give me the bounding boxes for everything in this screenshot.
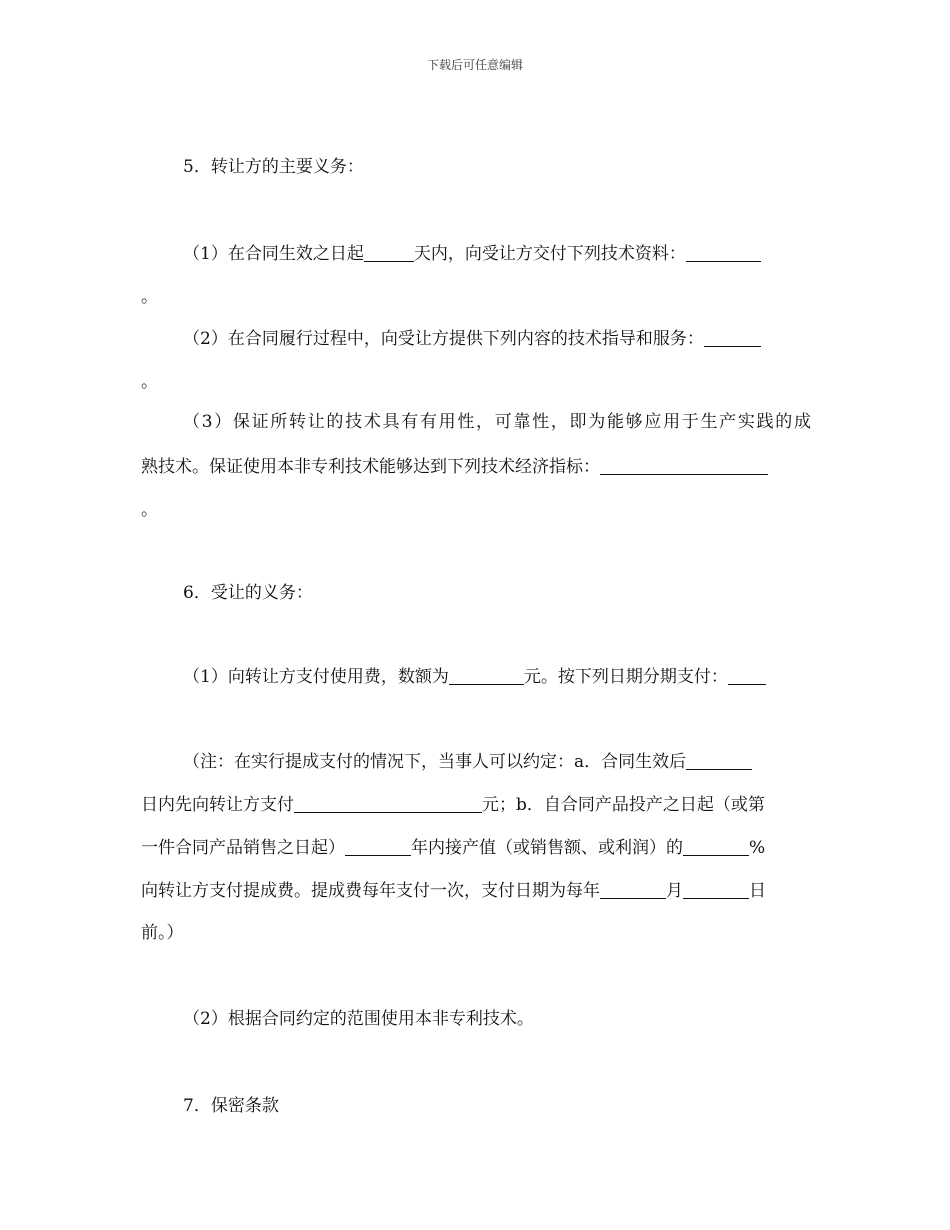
note-years-blank[interactable] [345, 837, 411, 856]
note-line-3 [141, 835, 811, 861]
section-6-title: 6．受让的义务： [183, 583, 313, 603]
indicators-blank[interactable] [600, 456, 768, 475]
item-2-text: （2）在合同履行过程中，向受让方提供下列内容的技术指导和服务： [183, 329, 704, 349]
note-l2b: 元；b．自合同产品投产之日起（或第 [482, 795, 765, 815]
note-l3b: 年内接产值（或销售额、或利润）的 [411, 838, 683, 858]
note-l3a: 一件合同产品销售之日起） [141, 838, 345, 858]
note-l4a: 向转让方支付提成费。提成费每年支付一次，支付日期为每年 [141, 881, 600, 901]
days-blank[interactable] [364, 243, 414, 262]
item-1-end: 。 [141, 287, 158, 307]
note-day-blank[interactable] [683, 880, 749, 899]
page-header: 下载后可任意编辑 [426, 58, 523, 72]
note-amount-blank[interactable] [294, 794, 482, 813]
note-l3c: % [749, 838, 766, 858]
s6-item-1-mid: 元。按下列日期分期支付： [523, 667, 728, 687]
s6-item-1-text: （1）向转让方支付使用费，数额为 [183, 667, 449, 687]
note-l1-text: （注：在实行提成支付的情况下，当事人可以约定：a．合同生效后 [183, 752, 687, 772]
note-line-1 [183, 749, 811, 775]
materials-blank[interactable] [686, 243, 761, 262]
guidance-blank[interactable] [704, 328, 761, 347]
section-6-item-2: （2）根据合同约定的范围使用本非专利技术。 [183, 1009, 534, 1029]
installment-blank[interactable] [728, 666, 766, 685]
fee-amount-blank[interactable] [449, 666, 524, 685]
section-7-title: 7．保密条款 [183, 1096, 279, 1116]
note-l4c: 日 [749, 881, 766, 901]
item-1-text: （1）在合同生效之日起 [183, 244, 364, 264]
section-6-item-1 [183, 664, 811, 690]
section-5-item-2 [183, 326, 811, 352]
section-5-title: 5．转让方的主要义务： [183, 157, 364, 177]
note-percent-blank[interactable] [683, 837, 749, 856]
item-3-end: 。 [141, 500, 158, 520]
note-l2a: 日内先向转让方支付 [141, 795, 294, 815]
section-5-item-3-line-2 [141, 454, 811, 480]
item-3-line-2-text: 熟技术。保证使用本非专利技术能够达到下列技术经济指标： [141, 457, 600, 477]
note-days-blank[interactable] [686, 751, 752, 770]
note-l4b: 月 [666, 881, 683, 901]
section-5-item-1 [183, 241, 811, 267]
note-month-blank[interactable] [600, 880, 666, 899]
item-2-end: 。 [141, 372, 158, 392]
note-line-4 [141, 878, 811, 904]
item-1-mid: 天内，向受让方交付下列技术资料： [413, 244, 686, 264]
note-line-2 [141, 792, 811, 818]
note-line-5: 前。） [141, 923, 184, 943]
section-5-item-3-line-1: （3）保证所转让的技术具有有用性，可靠性，即为能够应用于生产实践的成 [183, 412, 811, 432]
